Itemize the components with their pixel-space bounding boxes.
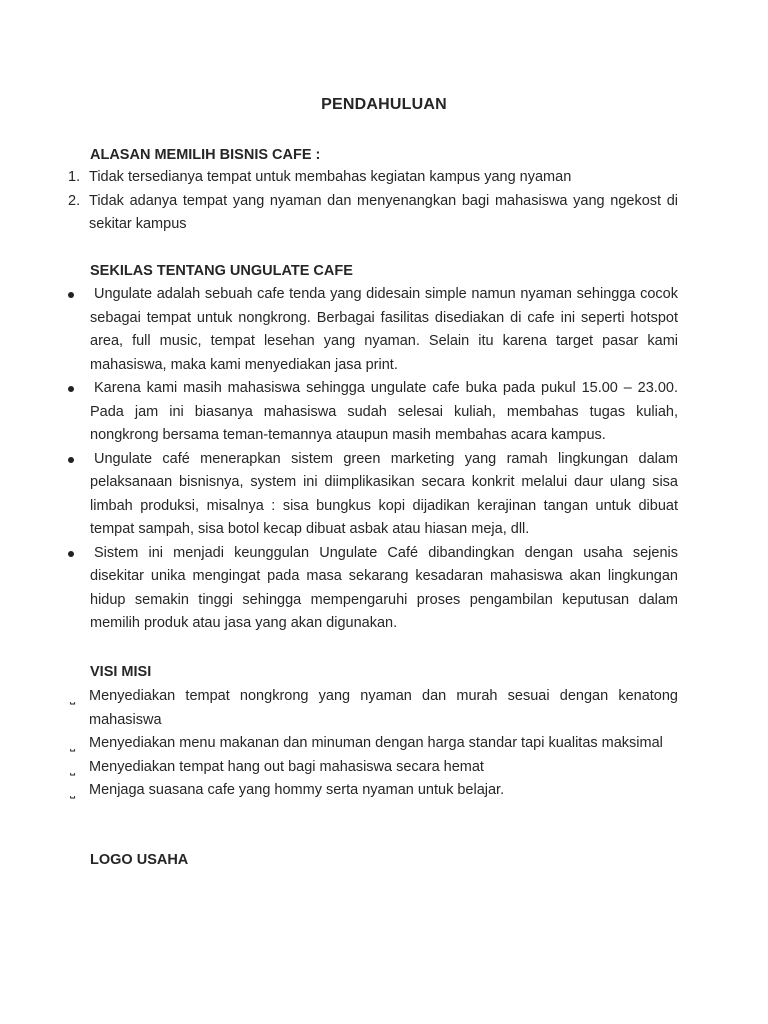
list-number: 1. xyxy=(68,169,81,185)
section-heading-sekilas: SEKILAS TENTANG UNGULATE CAFE xyxy=(90,263,353,279)
bullet-icon xyxy=(68,386,74,392)
list-item-text: Menyediakan tempat hang out bagi mahasiswa secara hemat xyxy=(89,758,484,775)
list-item-text: Ungulate adalah sebuah cafe tenda yang didesain simple namun nyaman sehingga cocok sebagai tempat untuk nongkrong. Berbagai fasilitas disediakan di cafe ini seperti hotspot area, full music, tempat lesehan yang nyaman. Selain itu karena target pasar kami mahasiswa, maka kami menyediakan jasa print. xyxy=(90,286,678,373)
list-item xyxy=(68,756,678,780)
section-heading-alasan: ALASAN MEMILIH BISNIS CAFE : xyxy=(90,147,321,163)
list-item xyxy=(68,190,678,237)
list-item-text: Ungulate café menerapkan sistem green marketing yang ramah lingkungan dalam pelaksanaan bisnisnya, system ini diimplikasikan secara konkrit melalui daur ulang sisa limbah produksi, misalnya : sisa bungkus kopi dijadikan kerajinan tangan untuk dibuat tempat sampah, sisa botol kecap dibuat asbak atau hiasan meja, dll. xyxy=(90,450,678,537)
bullet-list-sekilas xyxy=(68,283,678,636)
list-item xyxy=(68,283,678,377)
list-item xyxy=(68,685,678,732)
list-marker-icon: ⎵ xyxy=(70,736,76,751)
numbered-list-alasan xyxy=(68,166,678,237)
list-item xyxy=(68,448,678,542)
bullet-icon xyxy=(68,551,74,557)
list-marker-icon: ⎵ xyxy=(70,759,76,775)
list-number: 2. xyxy=(68,192,81,209)
list-visi-misi xyxy=(68,685,678,803)
list-item-text: Menjaga suasana cafe yang hommy serta nyaman untuk belajar. xyxy=(89,782,505,798)
list-item-text: Menyediakan tempat nongkrong yang nyaman dan murah sesuai dengan kenatong mahasiswa xyxy=(89,688,678,728)
section-heading-visi-misi: VISI MISI xyxy=(90,664,152,680)
list-item-text: Sistem ini menjadi keunggulan Ungulate Café dibandingkan dengan usaha sejenis disekitar unika mengingat pada masa sekarang kesadaran mahasiswa akan lingkungan hidup semakin tinggi sehingga mempengaruhi proses pengambilan keputusan dalam memilih produk atau jasa yang akan digunakan. xyxy=(90,544,678,631)
list-item-text: Menyediakan menu makanan dan minuman dengan harga standar tapi kualitas maksimal xyxy=(89,735,663,751)
list-marker-icon: ⎵ xyxy=(70,783,76,798)
bullet-icon xyxy=(68,292,74,298)
list-item xyxy=(68,377,678,448)
page-title: PENDAHULUAN xyxy=(321,96,447,113)
list-item-text: Tidak tersedianya tempat untuk membahas kegiatan kampus yang nyaman xyxy=(89,169,572,185)
section-heading-logo-usaha: LOGO USAHA xyxy=(90,852,189,868)
bullet-icon xyxy=(68,457,74,463)
list-item-text: Karena kami masih mahasiswa sehingga ungulate cafe buka pada pukul 15.00 – 23.00. Pada jam ini biasanya mahasiswa sudah selesai kuliah, membahas tugas kuliah, nongkrong bersama teman-temannya ataupun masih membahas acara kampus. xyxy=(90,380,678,443)
list-item xyxy=(68,732,678,756)
list-marker-icon: ⎵ xyxy=(70,689,76,704)
list-item-text: Tidak adanya tempat yang nyaman dan menyenangkan bagi mahasiswa yang ngekost di sekitar kampus xyxy=(89,192,678,232)
list-item xyxy=(68,779,678,803)
list-item xyxy=(68,542,678,636)
list-item xyxy=(68,166,678,190)
